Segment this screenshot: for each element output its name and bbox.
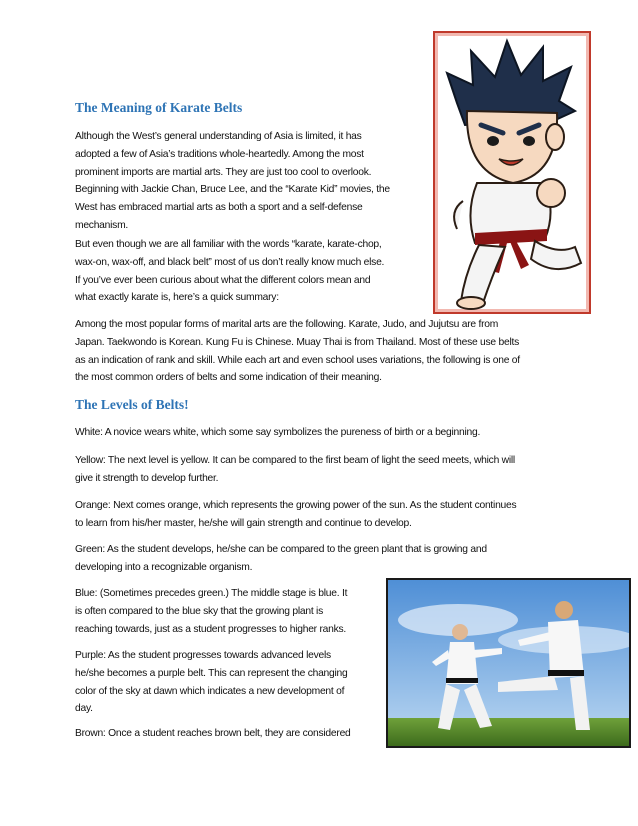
cartoon-karate-kid-image <box>433 31 591 314</box>
text-line: Among the most popular forms of marital arts are the following. Karate, Judo, and Jujutsu are from <box>75 319 499 330</box>
belt-levels-heading: The Levels of Belts! <box>75 397 189 412</box>
martial-arts-paragraph <box>75 316 520 387</box>
text-line: color of the sky at dawn which indicates a new development of <box>75 685 345 697</box>
orange-belt-paragraph <box>75 497 516 533</box>
text-line: Brown: Once a student reaches brown belt, they are considered <box>75 728 351 739</box>
text-line: he/she becomes a purple belt. This can represent the changing <box>75 667 348 679</box>
text-line: what exactly karate is, here’s a quick summary: <box>75 292 279 304</box>
text-line: give it strength to develop further. <box>75 472 219 484</box>
text-line: to learn from his/her master, he/she will gain strength and continue to develop. <box>75 517 412 529</box>
text-line: White: A novice wears white, which some say symbolizes the pureness of birth or a beginning. <box>75 427 481 438</box>
text-line: day. <box>75 703 93 715</box>
text-line: the most common orders of belts and some indication of their meaning. <box>75 372 382 384</box>
karate-sparring-illustration <box>388 580 629 746</box>
text-line: wax-on, wax-off, and black belt” most of us don’t really know much else. <box>75 256 385 268</box>
text-line: Purple: As the student progresses towards advanced levels <box>75 650 331 661</box>
blue-belt-paragraph <box>75 585 347 638</box>
text-line: developing into a recognizable organism. <box>75 561 253 573</box>
text-line: Japan. Taekwondo is Korean. Kung Fu is Chinese. Muay Thai is from Thailand. Most of these use belts <box>75 336 520 348</box>
brown-belt-paragraph <box>75 725 351 743</box>
green-belt-paragraph <box>75 541 487 577</box>
karate-sparring-photo <box>386 578 631 748</box>
text-line: Blue: (Sometimes precedes green.) The middle stage is blue. It <box>75 588 348 599</box>
text-line: Green: As the student develops, he/she can be compared to the green plant that is growing and <box>75 544 487 555</box>
familiar-paragraph <box>75 236 384 307</box>
yellow-belt-paragraph <box>75 452 515 488</box>
text-line: Orange: Next comes orange, which represents the growing power of the sun. As the student continues <box>75 500 517 511</box>
text-line: as an indication of rank and skill. While each art and even school uses variations, the following is one of <box>75 354 520 366</box>
text-line: reaching towards, just as a student progresses to higher ranks. <box>75 623 346 635</box>
text-line: But even though we are all familiar with the words “karate, karate-chop, <box>75 239 382 250</box>
text-line: is often compared to the blue sky that the growing plant is <box>75 605 323 617</box>
text-line: Beginning with Jackie Chan, Bruce Lee, and the “Karate Kid” movies, the <box>75 184 390 196</box>
text-line: adopted a few of Asia’s traditions whole-heartedly. Among the most <box>75 148 364 160</box>
karate-kid-illustration <box>435 33 589 312</box>
page-title: The Meaning of Karate Belts <box>75 100 243 115</box>
white-belt-paragraph <box>75 424 480 442</box>
text-line: Although the West’s general understanding of Asia is limited, it has <box>75 131 362 142</box>
text-line: prominent imports are martial arts. They are just too cool to overlook. <box>75 166 372 178</box>
purple-belt-paragraph <box>75 647 348 718</box>
text-line: If you’ve ever been curious about what the different colors mean and <box>75 274 371 286</box>
text-line: Yellow: The next level is yellow. It can be compared to the first beam of light the seed meets, which will <box>75 455 515 466</box>
text-line: West has embraced martial arts as both a sport and a self-defense <box>75 202 363 214</box>
text-line: mechanism. <box>75 219 129 231</box>
intro-paragraph <box>75 128 390 235</box>
